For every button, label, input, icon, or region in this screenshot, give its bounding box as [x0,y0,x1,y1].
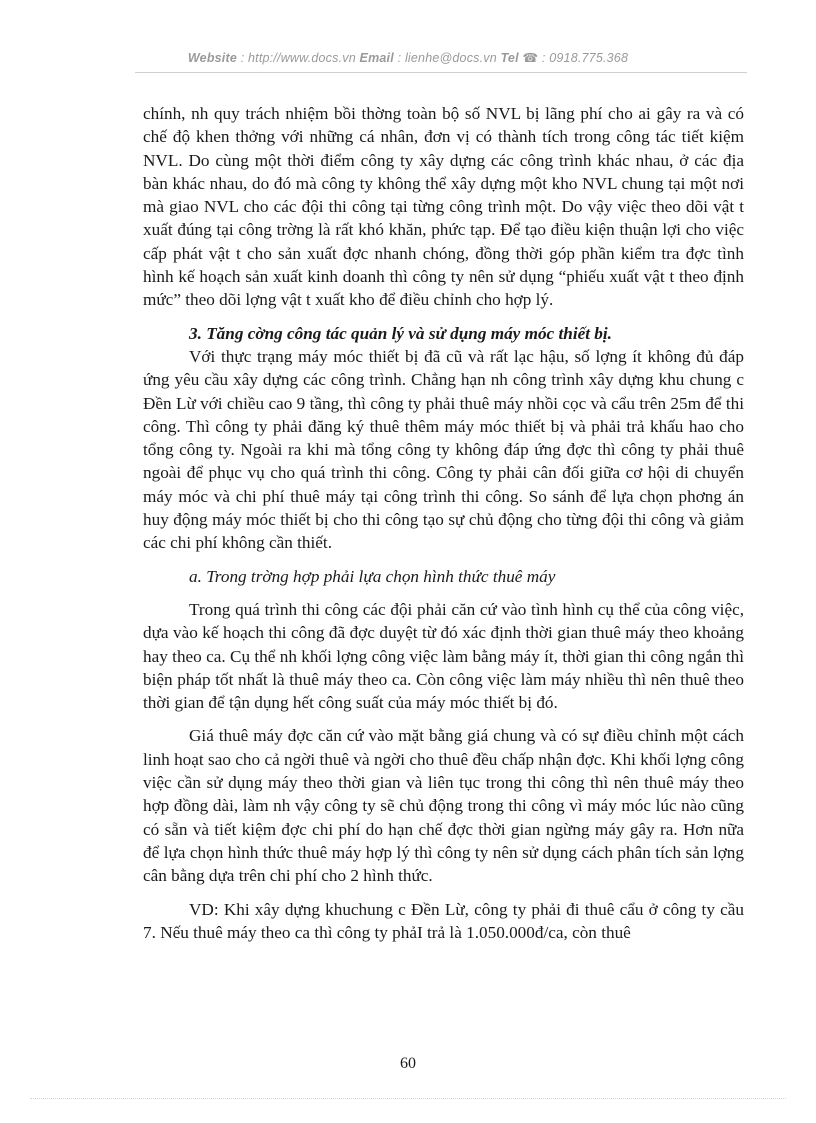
page-number: 60 [400,1055,416,1072]
paragraph-rental-plan: Trong quá trình thi công các đội phải căn cứ vào tình hình cụ thể của công việc, dựa vào kế hoạch thi công đã đợc duyệt từ đó xác định thời gian thuê máy theo khoảng hay theo ca. Cụ thể nh khối lợng công việc làm bằng máy ít, thời gian thi công ngắn thì biện pháp tốt nhất là thuê máy theo ca. Còn công việc làm máy nhiều thì nên thuê theo thời gian để tận dụng hết công suất của máy móc thiết bị đó. [143,599,744,713]
email-value: : lienhe@docs.vn [397,51,497,65]
section-heading: 3. Tăng cờng công tác quản lý và sử dụng máy móc thiết bị. [189,323,612,343]
paragraph-continuation: chính, nh quy trách nhiệm bồi thờng toàn bộ số NVL bị lãng phí cho ai gây ra và có chế độ khen thởng với những cá nhân, đơn vị có thành tích trong công tác tiết kiệm NVL. Do cùng một thời điểm công ty xây dựng các công trình khác nhau, ở các địa bàn khác nhau, do đó mà công ty không thể xây dựng một kho NVL chung tại một nơi mà giao NVL cho các đội thi công tại từng công trình một. Do vậy việc theo dõi vật t xuất đúng tại công trờng là rất khó khăn, phức tạp. Để tạo điều kiện thuận lợi cho việc cấp phát vật t cho sản xuất đợc nhanh chóng, đồng thời góp phần kiểm tra đợc tình hình kế hoạch sản xuất kinh doanh thì công ty nên sử dụng “phiếu xuất vật t theo định mức” theo dõi lợng vật t xuất kho để điều chỉnh cho hợp lý. [143,104,744,310]
paragraph-equipment: Với thực trạng máy móc thiết bị đã cũ và rất lạc hậu, số lợng ít không đủ đáp ứng yêu cầu xây dựng các công trình. Chẳng hạn nh công trình xây dựng khu chung c Đền Lừ với chiều cao 9 tầng, thì công ty phải thuê máy nhồi cọc và cẩu trên 25m để thi công. Thì công ty phải đăng ký thuê thêm máy móc thiết bị và phải trả khấu hao cho tổng công ty. Ngoài ra khi mà tổng công ty không đáp ứng đợc thì công ty phải thuê ngoài để phục vụ cho quá trình thi công. Công ty phải cân đối giữa cơ hội di chuyển máy móc và chi phí thuê máy tại công trình thi công. So sánh để lựa chọn phơng án huy động máy móc thiết bị cho thi công tạo sự chủ động cho từng đội thi công và giảm các chi phí không cần thiết. [143,346,744,553]
tel-label: Tel [500,51,519,65]
subsection-heading: a. Trong trờng hợp phải lựa chọn hình thức thuê máy [189,566,556,586]
paragraph-example: VD: Khi xây dựng khuchung c Đền Lừ, công ty phải đi thuê cẩu ở công ty cầu 7. Nếu thuê máy theo ca thì công ty phảI trả là 1.050.000đ/ca, còn thuê [143,899,744,942]
website-label: Website [187,51,237,65]
document-body [143,102,744,944]
page-header [0,50,816,65]
paragraph-rental-price: Giá thuê máy đợc căn cứ vào mặt bằng giá chung và có sự điều chỉnh một cách linh hoạt sao cho cả ngời thuê và ngời cho thuê đều chấp nhận đợc. Khi khối lợng công việc cần sử dụng máy theo thời gian và liên tục trong thi công thì nên thuê máy theo hợp đồng dài, làm nh vậy công ty sẽ chủ động trong thi công vì máy móc lúc nào cũng có sẵn và tiết kiệm đợc chi phí do hạn chế đợc thời gian ngừng máy gây ra. Hơn nữa để lựa chọn hình thức thuê máy hợp lý thì công ty nên sử dụng cách phân tích sản lợng cân bằng dựa trên chi phí cho 2 hình thức. [143,726,744,886]
tel-value: ☎ : 0918.775.368 [522,51,629,65]
website-value: : http://www.docs.vn [240,51,356,65]
email-label: Email [359,51,394,65]
footer-divider [30,1098,786,1099]
header-divider [135,72,747,73]
